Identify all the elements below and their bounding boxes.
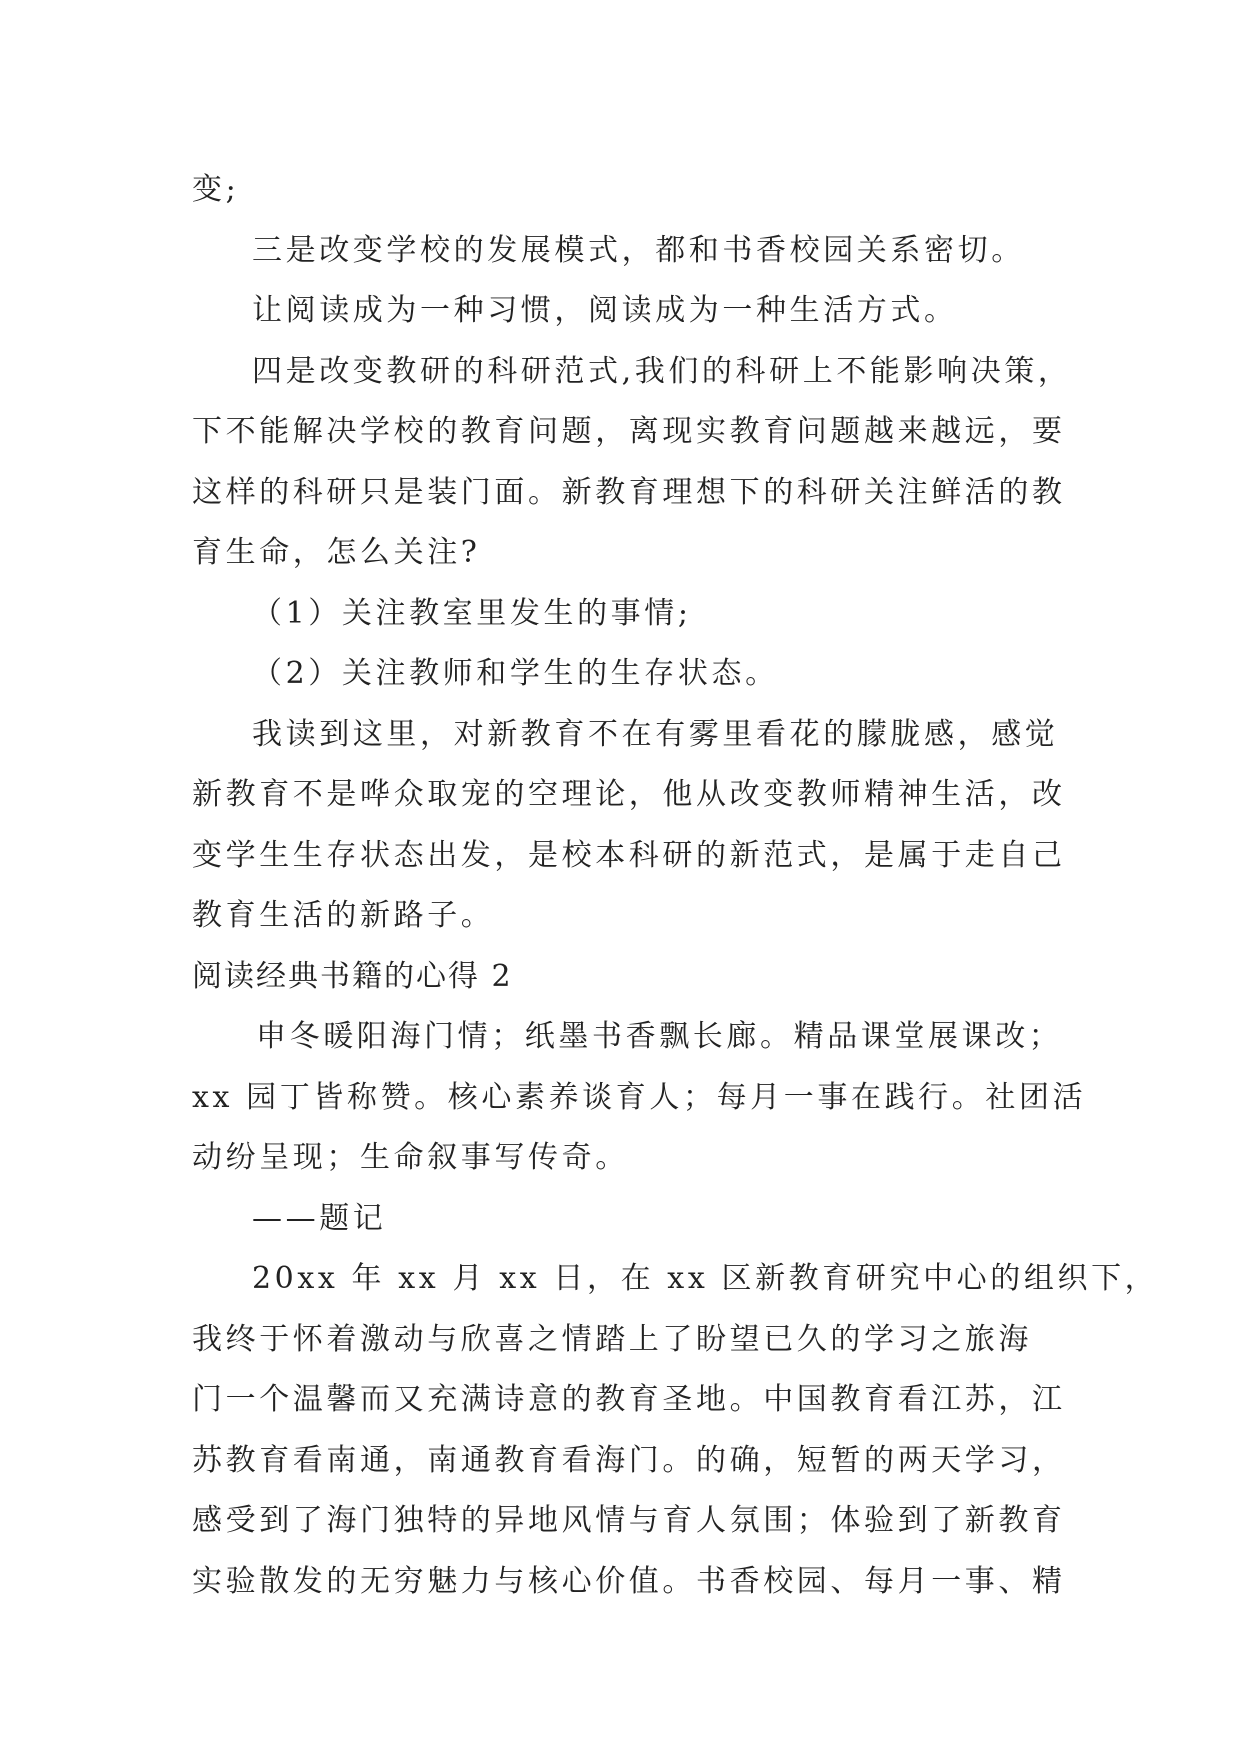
text-line: 我终于怀着激动与欣喜之情踏上了盼望已久的学习之旅海: [192, 1321, 1032, 1357]
text-line: 感受到了海门独特的异地风情与育人氛围；体验到了新教育: [192, 1503, 1066, 1538]
text-line: 下不能解决学校的教育问题，离现实教育问题越来越远，要: [192, 414, 1066, 449]
epigraph-attribution: ——题记: [252, 1200, 387, 1236]
list-item: （2）关注教师和学生的生存状态。: [252, 656, 779, 691]
text-line: 20xx 年 xx 月 xx 日，在 xx 区新教育研究中心的组织下，: [252, 1261, 1159, 1296]
text-line: 申冬暖阳海门情；纸墨书香飘长廊。精品课堂展课改；: [256, 1019, 1063, 1054]
text-line: 门一个温馨而又充满诗意的教育圣地。中国教育看江苏，江: [192, 1382, 1066, 1417]
body-text: [192, 160, 1159, 1612]
text-line: 让阅读成为一种习惯，阅读成为一种生活方式。: [252, 293, 958, 328]
text-line: 三是改变学校的发展模式，都和书香校园关系密切。: [252, 232, 1025, 268]
text-line: 变;: [192, 172, 240, 207]
text-line: 教育生活的新路子。: [192, 898, 495, 933]
text-line: 变学生生存状态出发，是校本科研的新范式，是属于走自己: [192, 837, 1066, 873]
text-line: 苏教育看南通，南通教育看海门。的确，短暂的两天学习，: [192, 1442, 1066, 1478]
text-line: xx 园丁皆称赞。核心素养谈育人；每月一事在践行。社团活: [192, 1079, 1087, 1115]
text-line: 这样的科研只是装门面。新教育理想下的科研关注鲜活的教: [192, 474, 1066, 510]
text-line: 动纷呈现；生命叙事写传奇。: [192, 1140, 629, 1175]
text-line: 新教育不是哗众取宠的空理论，他从改变教师精神生活，改: [192, 777, 1066, 812]
list-item: （1）关注教室里发生的事情;: [252, 595, 692, 631]
section-heading: 阅读经典书籍的心得 2: [192, 958, 513, 994]
text-line: 我读到这里，对新教育不在有雾里看花的朦胧感，感觉: [252, 716, 1059, 752]
text-line: 实验散发的无穷魅力与核心价值。书香校园、每月一事、精: [192, 1563, 1066, 1599]
text-line: 四是改变教研的科研范式,我们的科研上不能影响决策，: [252, 353, 1072, 389]
text-line: 育生命，怎么关注?: [192, 535, 481, 570]
